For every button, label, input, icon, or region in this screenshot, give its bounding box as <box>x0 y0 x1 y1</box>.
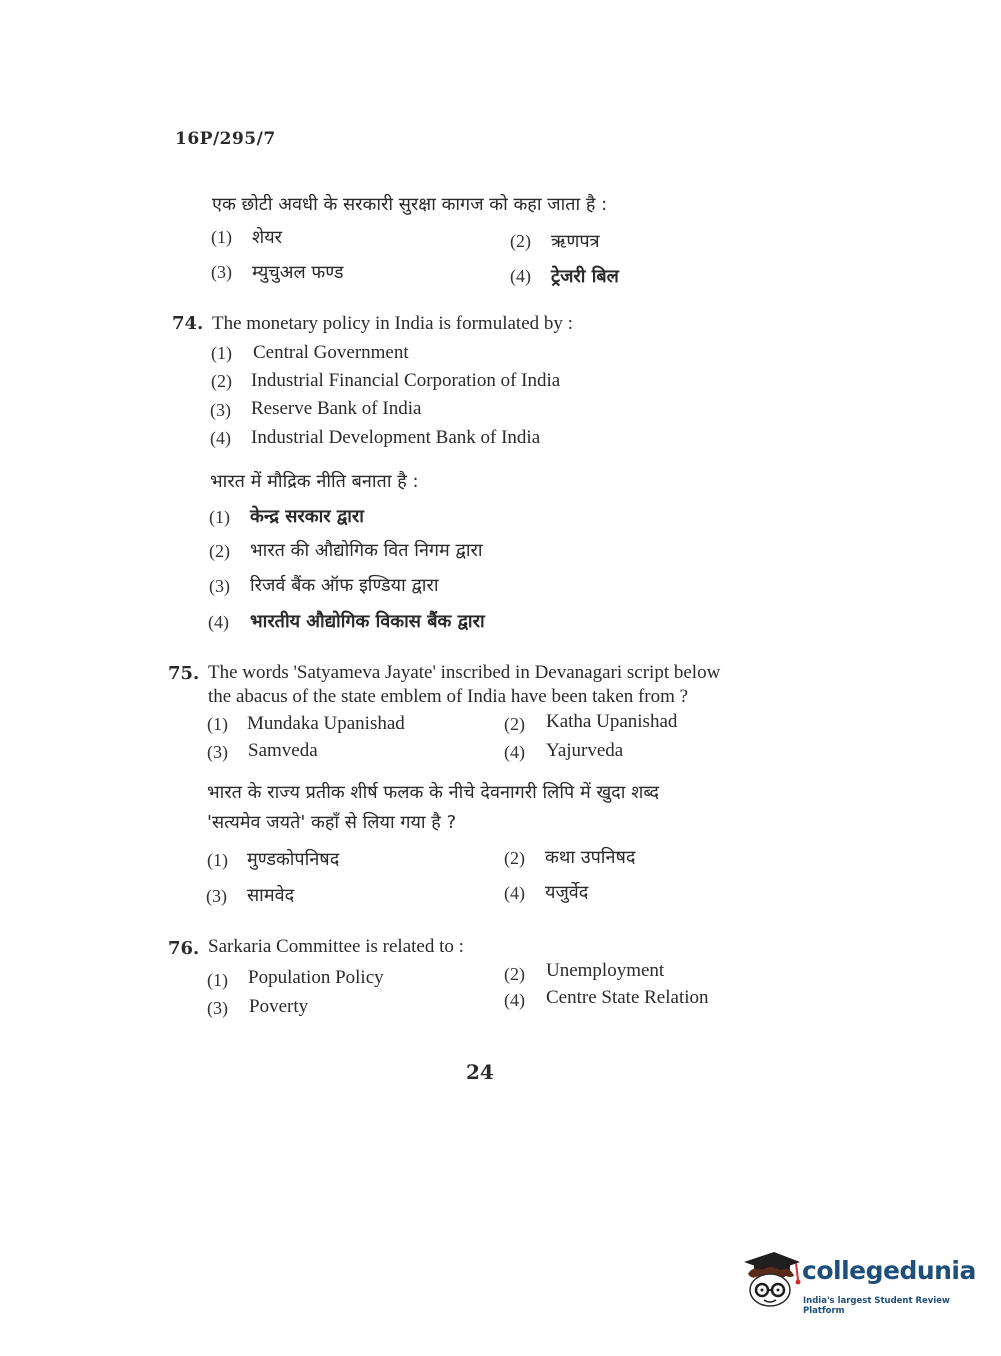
q76-option-3-text: Poverty <box>249 996 309 1017</box>
q74-hi-option-4-text: भारतीय औद्योगिक विकास बैंक द्वारा <box>250 611 485 632</box>
collegedunia-logo <box>740 1248 976 1318</box>
q75-hi-option-2-text: कथा उपनिषद <box>545 847 636 868</box>
q73-option-3-text: म्युचुअल फण्ड <box>252 262 344 283</box>
q74-english-question: The monetary policy in India is formulated by : <box>212 313 573 334</box>
q74-hi-option-1-number: (1) <box>209 507 230 527</box>
q73-option-1-text: शेयर <box>252 227 283 248</box>
q74-en-option-3-text: Reserve Bank of India <box>251 398 422 419</box>
q75-hi-option-4-text: यजुर्वेद <box>545 882 589 903</box>
q74-en-option-2-number: (2) <box>211 371 232 391</box>
q75-en-option-3-text: Samveda <box>248 740 318 761</box>
q74-number: 74. <box>172 313 204 334</box>
q75-en-option-4-number: (4) <box>504 742 525 762</box>
q76-option-3-number: (3) <box>207 998 228 1018</box>
q73-option-3-number: (3) <box>211 262 232 282</box>
q74-hi-option-2-text: भारत की औद्योगिक वित निगम द्वारा <box>250 540 483 561</box>
q75-hi-option-1-text: मुण्डकोपनिषद <box>247 849 340 870</box>
logo-wordmark: collegedunia <box>802 1256 976 1285</box>
q76-option-4-number: (4) <box>504 990 525 1010</box>
q74-hi-option-1-text: केन्द्र सरकार द्वारा <box>250 506 364 527</box>
q73-option-4-number: (4) <box>510 266 531 286</box>
q74-en-option-2-text: Industrial Financial Corporation of India <box>251 370 561 391</box>
q74-hindi-question: भारत में मौद्रिक नीति बनाता है : <box>210 471 419 492</box>
q73-option-2-number: (2) <box>510 231 531 251</box>
q75-hi-option-3-text: सामवेद <box>247 885 295 906</box>
q76-option-4-text: Centre State Relation <box>546 987 709 1008</box>
q75-en-option-3-number: (3) <box>207 742 228 762</box>
q75-hi-option-2-number: (2) <box>504 848 525 868</box>
q75-hi-option-3-number: (3) <box>206 886 227 906</box>
q74-hi-option-4-number: (4) <box>208 612 229 632</box>
q74-hi-option-3-text: रिजर्व बैंक ऑफ इण्डिया द्वारा <box>250 575 439 596</box>
q76-option-1-number: (1) <box>207 970 228 990</box>
q74-en-option-4-number: (4) <box>210 428 231 448</box>
q76-option-2-number: (2) <box>504 964 525 984</box>
q74-en-option-4-text: Industrial Development Bank of India <box>251 427 541 448</box>
q75-en-option-1-number: (1) <box>207 714 228 734</box>
q74-hi-option-2-number: (2) <box>209 541 230 561</box>
q75-english-question-line2: the abacus of the state emblem of India have been taken from ? <box>208 686 689 707</box>
q75-en-option-2-text: Katha Upanishad <box>546 711 678 732</box>
q75-en-option-4-text: Yajurveda <box>546 740 624 761</box>
paper-code: 16P/295/7 <box>175 129 276 149</box>
q76-option-2-text: Unemployment <box>546 960 665 981</box>
q75-number: 75. <box>168 663 200 684</box>
q75-hi-option-1-number: (1) <box>207 850 228 870</box>
q73-option-4-text: ट्रेजरी बिल <box>551 266 619 287</box>
q75-hi-option-4-number: (4) <box>504 883 525 903</box>
q73-option-2-text: ऋणपत्र <box>551 231 600 252</box>
q74-hi-option-3-number: (3) <box>209 576 230 596</box>
mascot-icon <box>740 1248 802 1314</box>
page-number: 24 <box>466 1060 494 1084</box>
q75-english-question-line1: The words 'Satyameva Jayate' inscribed in Devanagari script below <box>208 662 721 683</box>
q76-english-question: Sarkaria Committee is related to : <box>208 936 464 957</box>
q75-hindi-question-line1: भारत के राज्य प्रतीक शीर्ष फलक के नीचे देवनागरी लिपि में खुदा शब्द <box>207 782 659 803</box>
q74-en-option-1-text: Central Government <box>253 342 409 363</box>
q75-en-option-1-text: Mundaka Upanishad <box>247 713 405 734</box>
q75-hindi-question-line2: 'सत्यमेव जयते' कहाँ से लिया गया है ? <box>207 812 457 833</box>
logo-tagline: India's largest Student Review Platform <box>803 1296 950 1316</box>
q74-en-option-1-number: (1) <box>211 343 232 363</box>
q76-option-1-text: Population Policy <box>248 967 384 988</box>
q73-hindi-question: एक छोटी अवधी के सरकारी सुरक्षा कागज को कहा जाता है : <box>212 194 608 215</box>
q76-number: 76. <box>168 938 200 959</box>
q73-option-1-number: (1) <box>211 227 232 247</box>
q75-en-option-2-number: (2) <box>504 714 525 734</box>
q74-en-option-3-number: (3) <box>210 400 231 420</box>
